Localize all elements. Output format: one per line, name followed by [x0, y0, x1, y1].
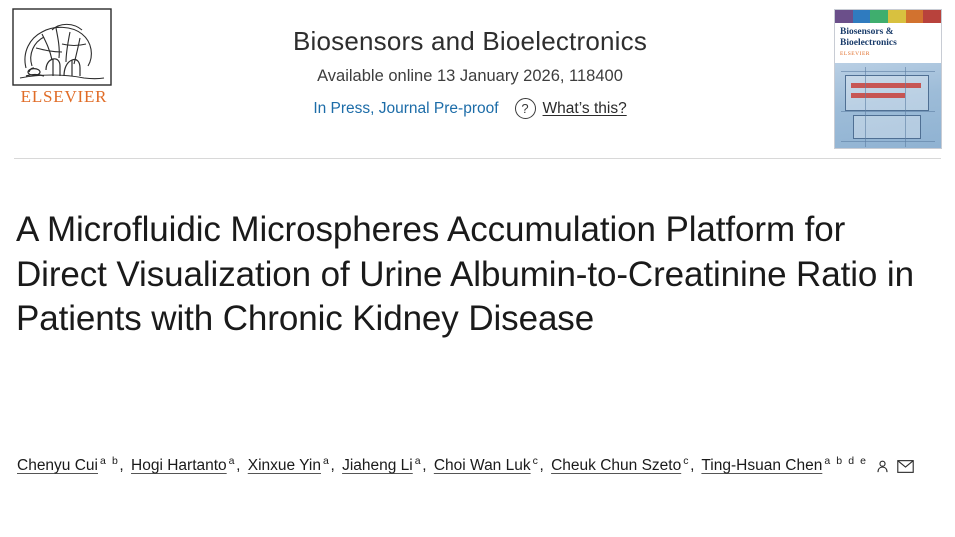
list-item[interactable] — [17, 457, 119, 474]
author-name[interactable]: Xinxue Yin — [247, 457, 321, 475]
author-name[interactable]: Chenyu Cui — [17, 457, 98, 475]
journal-info-block — [120, 26, 820, 119]
author-affiliation-marks: a — [323, 455, 331, 467]
page-title: A Microfluidic Microspheres Accumulation Platform for Direct Visualization of Urine Albumin-to-Creatinine Ratio in Patients with Chronic Kidney Disease — [16, 210, 914, 339]
author-name[interactable]: Hogi Hartanto — [131, 457, 227, 475]
author-affiliation-marks: c — [532, 455, 540, 467]
list-item[interactable] — [701, 457, 913, 474]
author-separator: , — [236, 457, 241, 475]
elsevier-logo[interactable] — [12, 8, 116, 116]
availability-line: Available online 13 January 2026, 118400 — [317, 67, 623, 86]
author-name[interactable]: Choi Wan Luk — [433, 457, 531, 475]
envelope-icon[interactable] — [897, 460, 914, 473]
whats-this-link[interactable] — [515, 98, 627, 119]
journal-cover-thumbnail[interactable] — [834, 9, 942, 149]
author-affiliation-marks: a — [414, 455, 423, 467]
cover-journal-line1: Biosensors & — [840, 27, 894, 37]
elsevier-tree-icon — [12, 8, 112, 86]
list-item[interactable] — [131, 457, 236, 474]
author-name[interactable]: Cheuk Chun Szeto — [551, 457, 682, 475]
status-row — [120, 98, 820, 119]
author-action-icons — [875, 459, 914, 474]
header-divider — [14, 158, 941, 159]
in-press-status: In Press, Journal Pre-proof — [313, 99, 499, 117]
cover-artwork — [835, 63, 941, 148]
cover-journal-line2: Bioelectronics — [840, 37, 897, 48]
author-name[interactable]: Jiaheng Li — [342, 457, 413, 475]
author-separator: , — [539, 457, 544, 475]
journal-title[interactable]: Biosensors and Bioelectronics — [292, 26, 648, 56]
whats-this-label: What’s this? — [542, 99, 627, 117]
list-item[interactable] — [434, 457, 540, 474]
author-affiliation-marks: a — [228, 455, 237, 467]
author-affiliation-marks: a b d e — [824, 455, 868, 467]
author-separator: , — [422, 457, 427, 475]
author-person-icon[interactable] — [875, 459, 890, 474]
list-item[interactable] — [248, 457, 331, 474]
author-separator: , — [690, 457, 695, 475]
author-separator: , — [330, 457, 335, 475]
journal-header — [0, 0, 955, 155]
question-mark-circle-icon: ? — [515, 98, 536, 119]
author-list — [17, 452, 937, 481]
list-item[interactable] — [342, 457, 422, 474]
cover-color-bar — [835, 10, 941, 23]
author-affiliation-marks: c — [683, 455, 691, 467]
cover-title-block — [835, 23, 941, 63]
cover-publisher-mark: ELSEVIER — [840, 51, 870, 58]
list-item[interactable] — [551, 457, 690, 474]
author-name[interactable]: Ting-Hsuan Chen — [701, 457, 823, 475]
author-separator: , — [119, 457, 124, 475]
author-affiliation-marks: a b — [100, 455, 120, 467]
elsevier-wordmark: ELSEVIER — [20, 87, 108, 106]
